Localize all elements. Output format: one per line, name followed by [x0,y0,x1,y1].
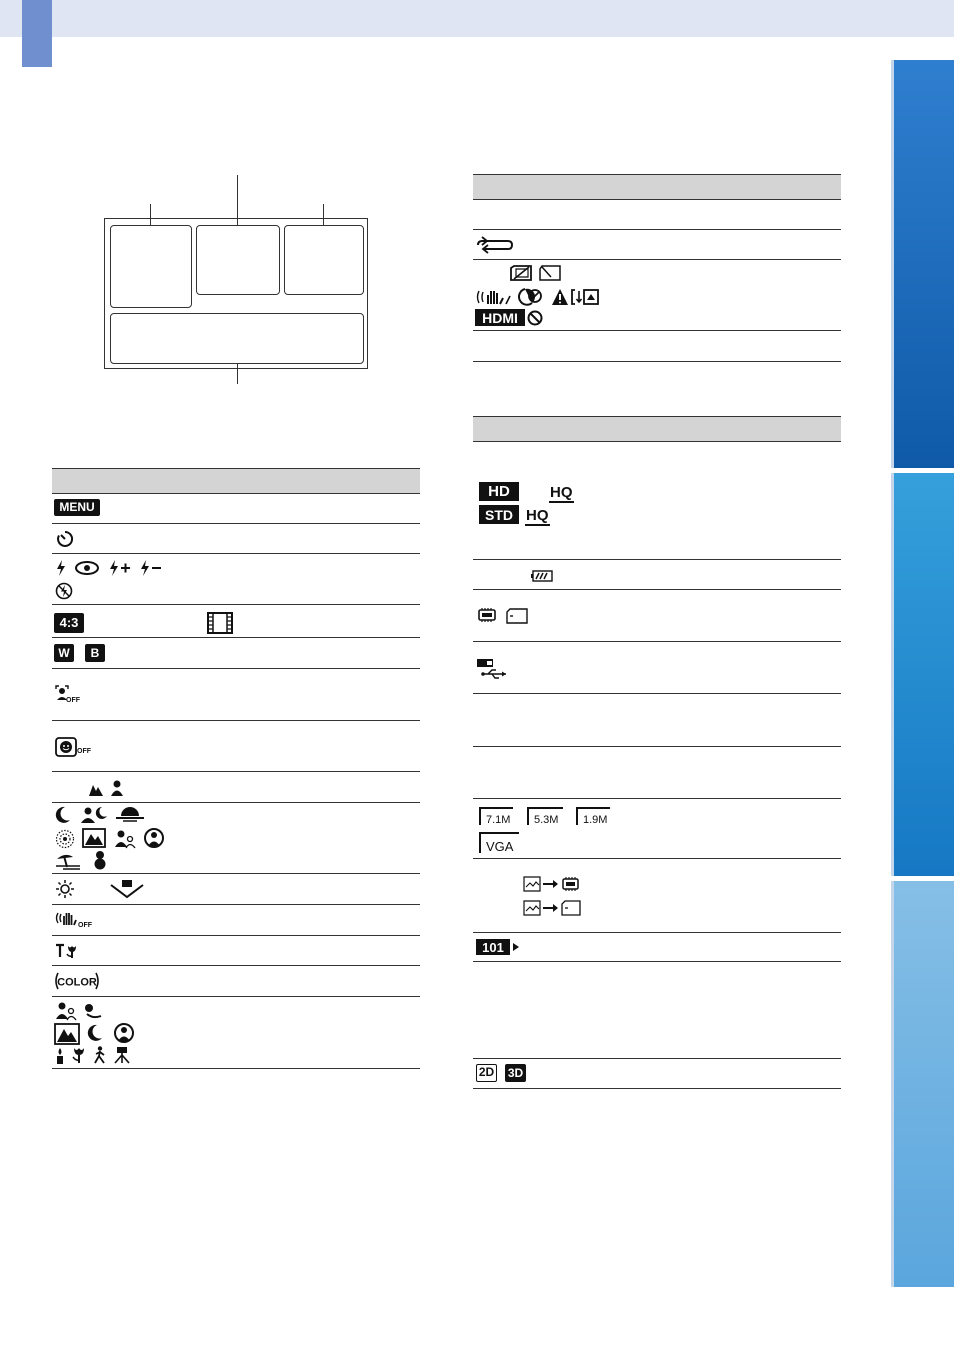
backlight-icon [110,879,144,899]
size-label: 5.3M [534,814,559,826]
color-icon [54,971,100,991]
table-row [473,590,841,642]
folder-101-icon: 101 [476,939,510,955]
flash-auto-icon [55,559,67,577]
table-row [473,747,841,799]
snow-icon [92,850,108,870]
table-row [473,331,841,361]
table-row [52,494,420,524]
table-row [52,721,420,772]
internal-memory-icon [476,607,498,623]
film-icon [207,612,233,634]
table-row [52,772,420,803]
hq-icon: HQ [526,507,549,524]
spotlight-scene-icon [114,1023,134,1043]
flash-off-icon [55,582,73,600]
table-row [52,874,420,905]
right-icon-table-2 [473,416,841,1089]
hdmi-badge: HDMI [475,309,525,326]
2d-icon: 2D [476,1064,497,1082]
table-row [473,642,841,694]
header-bar [0,0,954,37]
red-eye-icon [74,560,100,576]
side-tab-1[interactable] [891,60,954,468]
table-header [473,174,841,200]
off-label: OFF [78,922,92,929]
beach-icon [55,851,81,871]
menu-badge-icon: MENU [54,499,100,516]
diagram-area-right [284,225,364,295]
right-icon-table-1 [473,174,841,362]
table-row [52,554,420,605]
spotlight-icon [144,828,164,848]
size-1-9m-icon [576,807,610,825]
diagram-area-center [196,225,280,295]
white-balance-icon [55,879,75,899]
flash-plus-icon [108,559,132,577]
card-error-icon [510,265,532,281]
hq-icon: HQ [550,484,573,501]
table-row [473,694,841,747]
portrait-scene-icon [55,1001,77,1021]
screen-layout-diagram [104,218,368,369]
table-row [52,605,420,638]
night-icon [55,806,71,824]
warning-icon [551,288,605,306]
play-arrow-icon [513,943,519,951]
steadyshot-off-icon [55,910,79,928]
landscape-scene-icon [54,1023,80,1045]
table-row [52,966,420,997]
smile-detect-off-icon [55,737,77,757]
table-row [473,962,841,1059]
corner-marker [22,0,52,67]
off-label: OFF [77,748,91,755]
left-icon-table [52,468,420,1069]
size-7-1m-icon [479,807,513,825]
memory-card-icon [506,608,528,624]
night-portrait-icon [80,806,108,824]
table-row [52,905,420,936]
table-row [52,669,420,721]
table-row [473,1059,841,1088]
table-row [473,200,841,230]
self-timer-icon [55,529,75,549]
battery-icon [531,570,553,582]
landscape-box-icon [82,828,106,848]
flash-minus-icon [139,559,163,577]
copy-to-card-icon [523,899,581,917]
table-row [473,442,841,560]
black-icon: B [85,644,105,662]
shake-warning-icon [476,288,512,306]
person-icon [110,780,124,796]
table-row [52,638,420,669]
std-icon: STD [479,505,519,524]
size-label: VGA [486,839,514,854]
table-header [473,416,841,442]
hd-icon: HD [479,482,519,501]
table-header [52,468,420,494]
table-row [473,260,841,331]
night-scene-icon [87,1024,103,1042]
table-row [52,997,420,1068]
sunset-icon [115,806,145,824]
portrait-icon [114,829,136,849]
tele-macro-icon [55,942,79,960]
3d-icon: 3D [505,1064,526,1082]
hdmi-no-icon [527,310,543,326]
usb-icon [476,658,508,680]
color-text: COLOR [57,976,97,989]
table-row [473,933,841,962]
repeat-icon [476,236,514,254]
off-label: OFF [66,697,80,704]
size-label: 1.9M [583,814,608,826]
copy-to-memory-icon [523,875,581,893]
macro-icon [71,1046,87,1064]
wide-icon: W [54,644,74,662]
tripod-icon [113,1046,131,1064]
table-row [473,560,841,590]
table-row [473,230,841,260]
side-tab-3[interactable] [891,881,954,1287]
candle-icon [55,1047,65,1065]
table-row [52,803,420,874]
size-label: 7.1M [486,814,511,826]
aspect-4-3-icon: 4:3 [54,613,84,633]
diagram-area-left [110,225,192,308]
baby-icon [83,1002,103,1020]
table-row [473,859,841,933]
card-write-icon [539,265,561,281]
table-row [52,936,420,966]
landscape-icon [88,781,104,797]
size-5-3m-icon [527,807,563,825]
card-lock-icon [515,288,543,306]
fireworks-icon [55,829,75,849]
size-vga-icon [479,832,519,853]
table-row [473,799,841,859]
diagram-area-bottom [110,313,364,364]
side-tab-2[interactable] [891,473,954,876]
walking-icon [93,1046,107,1064]
table-row [52,524,420,554]
